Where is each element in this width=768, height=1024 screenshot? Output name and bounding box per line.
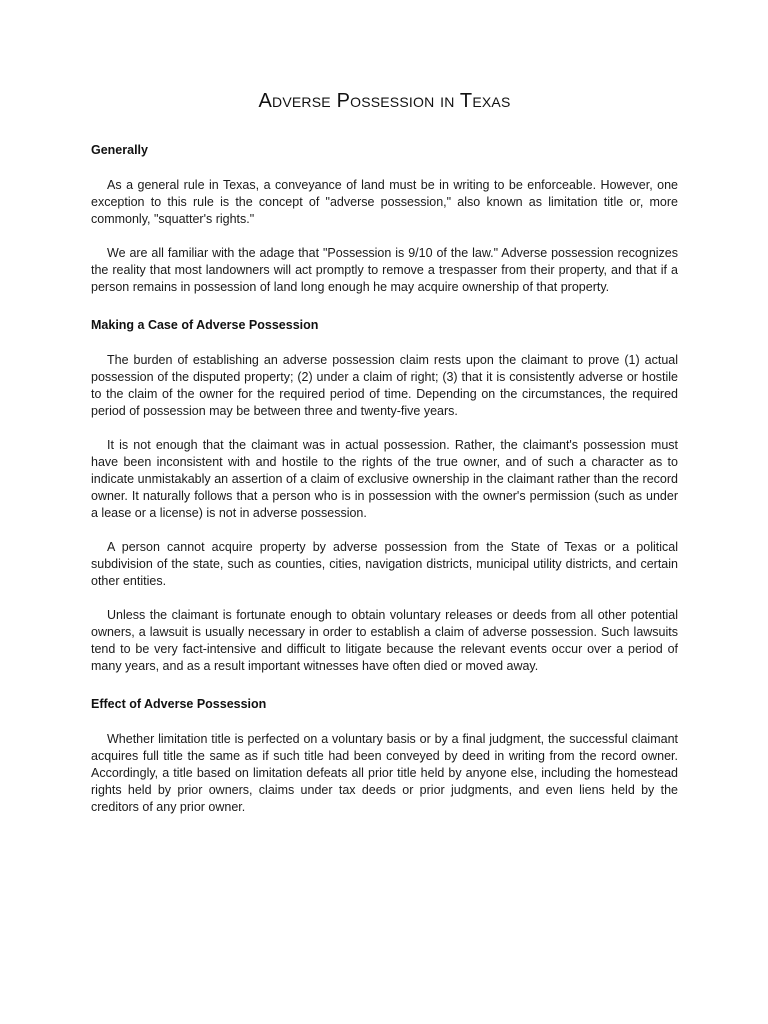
paragraph: Whether limitation title is perfected on a voluntary basis or by a final judgment, the successful claimant acquires full title the same as if such title had been conveyed by deed in writing from the record owner. Accordingly, a title based on limitation defeats all prior title held by anyone else, including the homestead rights held by prior owners, claims under tax deeds or prior judgments, and even liens held by the creditors of any prior owner. <box>91 732 678 814</box>
paragraph: It is not enough that the claimant was in actual possession. Rather, the claimant's possession must have been inconsistent with and hostile to the rights of the true owner, and of such a character as to indicate unmistakably an assertion of a claim of exclusive ownership in the claimant rather than the record owner. It naturally follows that a person who is in possession with the owner's permission (such as under a lease or a license) is not in adverse possession. <box>91 438 678 520</box>
paragraph: Unless the claimant is fortunate enough to obtain voluntary releases or deeds from all other potential owners, a lawsuit is usually necessary in order to establish a claim of adverse possession. Such lawsuits tend to be very fact-intensive and difficult to litigate because the relevant events occur over a period of many years, and as a result important witnesses have often died or moved away. <box>91 608 678 673</box>
section-heading-effect: Effect of Adverse Possession <box>91 697 267 711</box>
section-heading-generally: Generally <box>91 143 148 157</box>
document-page <box>91 0 678 816</box>
paragraph: A person cannot acquire property by adverse possession from the State of Texas or a political subdivision of the state, such as counties, cities, navigation districts, municipal utility districts, and certain other entities. <box>91 540 678 588</box>
document-title: Adverse Possession in Texas <box>258 90 511 112</box>
section-heading-making-a-case: Making a Case of Adverse Possession <box>91 318 319 332</box>
paragraph: The burden of establishing an adverse possession claim rests upon the claimant to prove (1) actual possession of the disputed property; (2) under a claim of right; (3) that it is consistently adverse or hostile to the claim of the owner for the required period of time. Depending on the circumstances, the required period of possession may be between three and twenty-five years. <box>91 353 678 418</box>
paragraph: As a general rule in Texas, a conveyance of land must be in writing to be enforceable. However, one exception to this rule is the concept of "adverse possession," also known as limitation title or, more commonly, "squatter's rights." <box>91 178 678 226</box>
paragraph: We are all familiar with the adage that "Possession is 9/10 of the law." Adverse possession recognizes the reality that most landowners will act promptly to remove a trespasser from their property, and that if a person remains in possession of land long enough he may acquire ownership of that property. <box>91 246 678 294</box>
